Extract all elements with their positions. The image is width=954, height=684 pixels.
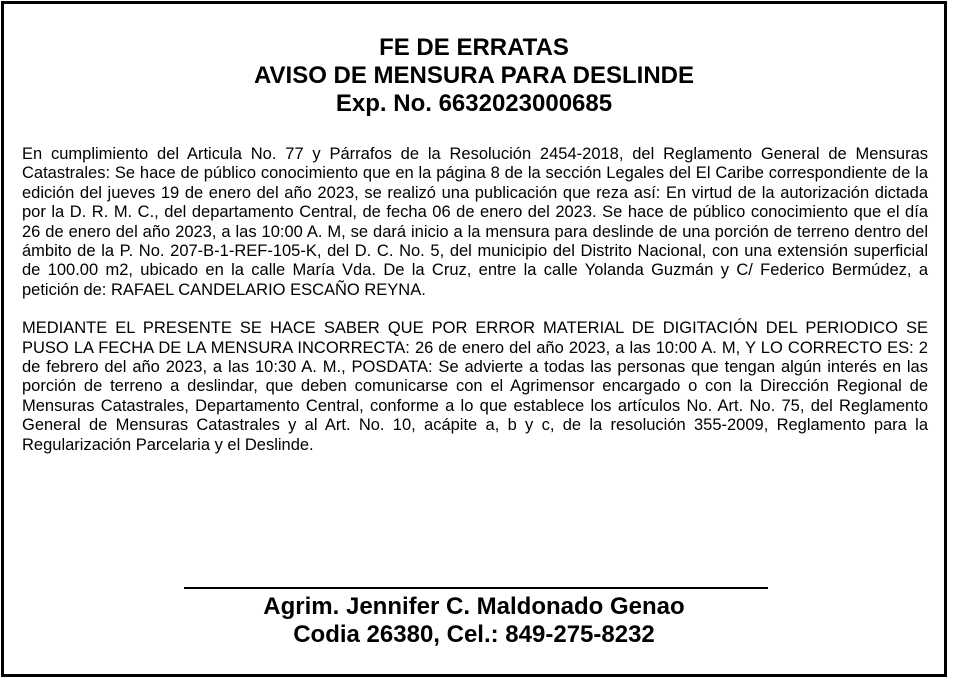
notice-paragraph-1: En cumplimiento del Articula No. 77 y Párrafos de la Resolución 2454-2018, del Reglamento General de Mensuras Catastrales: Se hace de público conocimiento que en la página 8 de la sección Legales del El Caribe correspondiente de la edición del jueves 19 de enero del año 2023, se realizó una publicación que reza así: En virtud de la autorización dictada por la D. R. M. C., del departamento Central, de fecha 06 de enero del 2023. Se hace de público conocimiento que el día 26 de enero del año 2023, a las 10:00 A. M, se dará inicio a la mensura para deslinde de una porción de terreno dentro del ámbito de la P. No. 207-B-1-REF-105-K, del D. C. No. 5, del municipio del Distrito Nacional, con una extensión superficial de 100.00 m2, ubicado en la calle María Vda. De la Cruz, entre la calle Yolanda Guzmán y C/ Federico Bermúdez, a petición de: RAFAEL CANDELARIO ESCAÑO REYNA.	[22, 145, 928, 299]
notice-paragraph-2: MEDIANTE EL PRESENTE SE HACE SABER QUE POR ERROR MATERIAL DE DIGITACIÓN DEL PERIODICO SE PUSO LA FECHA DE LA MENSURA INCORRECTA: 26 de enero del año 2023, a las 10:00 A. M, Y LO CORRECTO ES: 2 de febrero del año 2023, a las 10:30 A. M., POSDATA: Se advierte a todas las personas que tengan algún interés en las porción de terreno a deslindar, que deben comunicarse con el Agrimensor encargado o con la Dirección Regional de Mensuras Catastrales, Departamento Central, conforme a lo que establece los artículos No. Art. No. 75, del Reglamento General de Mensuras Catastrales y al Art. No. 10, acápite a, b y c, de la resolución 355-2009, Reglamento para la Regularización Parcelaria y el Deslinde.	[22, 319, 928, 454]
legal-notice-box	[1, 1, 947, 677]
notice-subtitle: AVISO DE MENSURA PARA DESLINDE	[253, 62, 695, 89]
signatory-name: Agrim. Jennifer C. Maldonado Genao	[263, 593, 685, 620]
expedient-number: Exp. No. 6632023000685	[335, 90, 613, 117]
notice-header	[4, 34, 944, 118]
signatory-contact: Codia 26380, Cel.: 849-275-8232	[293, 621, 655, 648]
notice-title: FE DE ERRATAS	[379, 34, 569, 61]
signature-block	[4, 593, 944, 649]
signature-line	[184, 587, 768, 589]
notice-body	[22, 145, 928, 474]
